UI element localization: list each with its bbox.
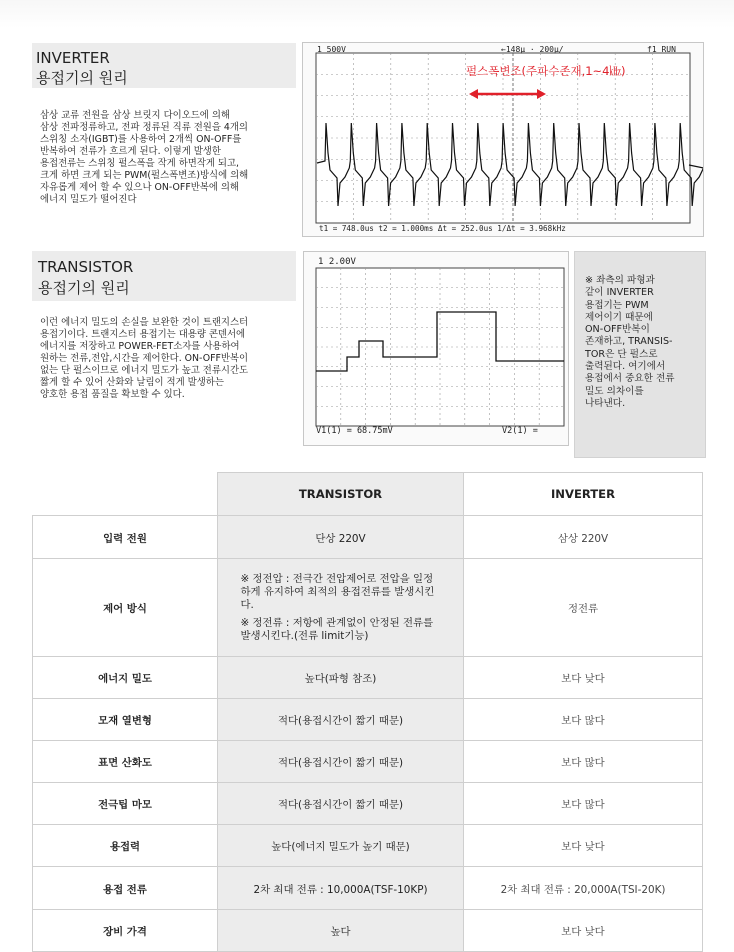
row-label: 제어 방식 [33,559,218,657]
transistor-oscilloscope-waveform [303,251,569,446]
row-label: 장비 가격 [33,910,218,952]
transistor-description: 이런 에너지 밀도의 손실을 보완한 것이 트랜지스터 용접기이다. 트랜지스터 용접기는 대용량 콘덴서에 에너지를 저장하고 POWER-FET소자를 사용하여 원하는 전류,전압,시간을 제어한다. ON-OFF반복이 없는 단 펄스이므로 에너지 밀도가 높고 전류시간도 짧게 할 수 있어 산화와 날림이 적게 발생하는 양호한 용접 품질을 확보할 수 있다. [40,317,249,400]
waveform-note: ※ 좌측의 파형과 같이 INVERTER 용접기는 PWM 제어이기 때문에 ON-OFF반복이 존재하고, TRANSIS- TOR은 단 펄스로 출력된다. 여기에서 용접에서 중요한 전류 밀도 의차이를 나타낸다. [574,251,706,458]
transistor-heading [32,251,296,301]
table-row [33,559,703,657]
row-label: 표면 산화도 [33,741,218,783]
table-header-row [33,473,703,516]
table-row [33,699,703,741]
top-gradient-band [0,0,734,28]
comparison-table [32,472,703,952]
inverter-oscilloscope-waveform [302,42,704,237]
transistor-readout-v1: V1(1) = 68.75mV [316,426,393,436]
inverter-cell: 보다 낮다 [464,825,703,867]
transistor-title-en: TRANSISTOR [38,258,134,276]
inverter-channel-scale: 1 500V [317,45,346,54]
table-row [33,867,703,910]
inverter-title-en: INVERTER [36,49,110,67]
control-method-cv: ※ 정전압 : 전극간 전압제어로 전압을 일정하게 유지하여 최적의 용접전류를 발생시킨다. [240,572,435,611]
inverter-cell: 보다 낮다 [464,657,703,699]
row-label: 입력 전원 [33,516,218,559]
pwm-annotation: 펄스폭변조(주파수존재,1~4㎑) [466,64,626,78]
row-label: 모재 열변형 [33,699,218,741]
table-row [33,825,703,867]
table-row [33,516,703,559]
table-corner [33,473,218,516]
control-method-cc: ※ 정전류 : 저항에 관계없이 안정된 전류를 발생시킨다.(전류 limit기능) [240,616,434,642]
inverter-cell: 보다 많다 [464,741,703,783]
transistor-cell: 적다(용접시간이 짧기 때문) [218,741,464,783]
transistor-cell: 적다(용접시간이 짧기 때문) [218,783,464,825]
transistor-cell: 높다 [218,910,464,952]
transistor-waveform-graphic [304,252,568,445]
inverter-title-ko: 용접기의 원리 [36,69,128,87]
transistor-cell: 단상 220V [218,516,464,559]
transistor-cell: 높다(파형 참조) [218,657,464,699]
transistor-cell: 2차 최대 전류 : 10,000A(TSF-10KP) [218,867,464,910]
inverter-cell: 보다 낮다 [464,910,703,952]
transistor-cell: 적다(용접시간이 짧기 때문) [218,699,464,741]
inverter-cell: 2차 최대 전류 : 20,000A(TSI-20K) [464,867,703,910]
inverter-cell: 보다 많다 [464,699,703,741]
inverter-cell: 삼상 220V [464,516,703,559]
inverter-timebase: ←148μ · 200μ/ [501,45,564,54]
inverter-description: 삼상 교류 전원을 삼상 브릿지 다이오드에 의해 삼상 전파정류하고, 전파 정류된 직류 전원을 4개의 스위칭 소자(IGBT)를 사용하여 2개씩 ON-OFF를 반복하여 전류가 흐르게 된다. 이렇게 발생한 용접전류는 스위칭 펄스폭을 작게 하면작게 되고, 크게 하면 크게 되는 PWM(펄스폭변조)방식에 의해 자유롭게 제어 할 수 있으나 ON-OFF반복에 의해 에너지 밀도가 떨어진다 [40,110,249,205]
table-row [33,657,703,699]
table-row [33,910,703,952]
inverter-readout: t1 = 748.0us t2 = 1.000ms Δt = 252.0us 1/Δt = 3.968kHz [319,224,566,233]
row-label: 에너지 밀도 [33,657,218,699]
transistor-title-ko: 용접기의 원리 [38,279,130,297]
inverter-run-status: f1 RUN [647,45,676,54]
inverter-cell: 보다 많다 [464,783,703,825]
row-label: 용접력 [33,825,218,867]
table-row [33,783,703,825]
transistor-readout-v2: V2(1) = [502,426,538,436]
table-row [33,741,703,783]
inverter-heading [32,43,296,88]
inverter-cell: 정전류 [464,559,703,657]
row-label: 전극팁 마모 [33,783,218,825]
transistor-cell [218,559,464,657]
row-label: 용접 전류 [33,867,218,910]
header-transistor: TRANSISTOR [218,473,464,516]
transistor-channel-scale: 1 2.00V [318,257,356,267]
transistor-cell: 높다(에너지 밀도가 높기 때문) [218,825,464,867]
header-inverter: INVERTER [464,473,703,516]
